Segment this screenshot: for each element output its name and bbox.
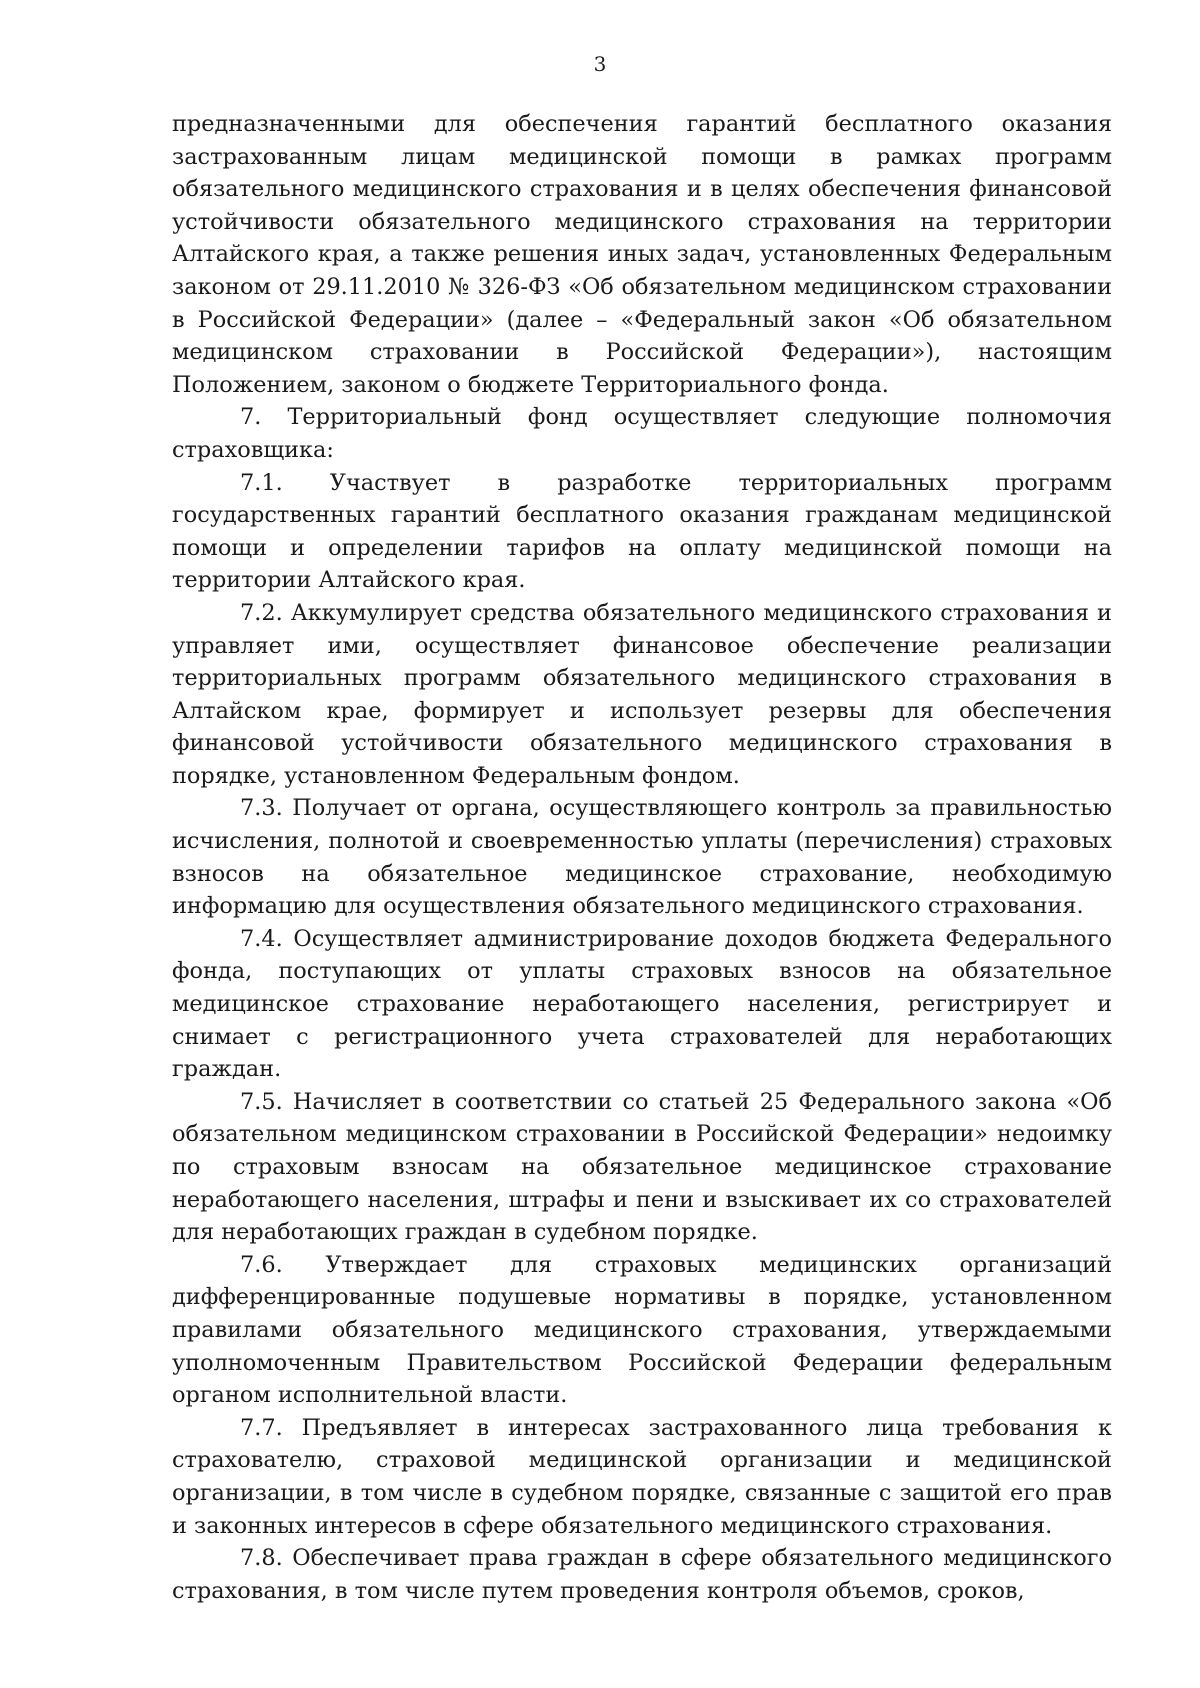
paragraph-clause-7-3: 7.3. Получает от органа, осуществляющего контроль за правильностью исчисления, полнотой и своевременностью уплаты (перечисления) страховых взносов на обязательное медицинское страхование, необходимую информацию для осуществления обязательного медицинского страхования. (172, 795, 1112, 920)
paragraph-clause-7-2: 7.2. Аккумулирует средства обязательного медицинского страхования и управляет ими, осуществляет финансовое обеспечение реализации территориальных программ обязательного медицинского страхования в Алтайском крае, формирует и использует резервы для обеспечения финансовой устойчивости обязательного медицинского страхования в порядке, установленном Федеральным фондом. (172, 599, 1112, 789)
paragraph-clause-7-1: 7.1. Участвует в разработке территориальных программ государственных гарантий бесплатного оказания гражданам медицинской помощи и определении тарифов на оплату медицинской помощи на территории Алтайского края. (172, 469, 1112, 594)
paragraph-clause-7-8: 7.8. Обеспечивает права граждан в сфере обязательного медицинского страхования, в том числе путем проведения контроля объемов, сроков, (172, 1545, 1112, 1604)
document-body (172, 108, 1112, 1607)
paragraph-clause-7-7: 7.7. Предъявляет в интересах застрахованного лица требования к страхователю, страховой медицинской организации и медицинской организации, в том числе в судебном порядке, связанные с защитой его прав и законных интересов в сфере обязательного медицинского страхования. (172, 1414, 1112, 1539)
page-number: 3 (593, 52, 607, 76)
paragraph-clause-7-4: 7.4. Осуществляет администрирование доходов бюджета Федерального фонда, поступающих от уплаты страховых взносов на обязательное медицинское страхование неработающего населения, регистрирует и снимает с регистрационного учета страхователей для неработающих граждан. (172, 925, 1112, 1083)
paragraph-clause-7-6: 7.6. Утверждает для страховых медицинских организаций дифференцированные подушевые нормативы в порядке, установленном правилами обязательного медицинского страхования, утверждаемыми уполномоченным Правительством Российской Федерации федеральным органом исполнительной власти. (172, 1251, 1112, 1409)
paragraph-continuation: предназначенными для обеспечения гарантий бесплатного оказания застрахованным лицам медицинской помощи в рамках программ обязательного медицинского страхования и в целях обеспечения финансовой устойчивости обязательного медицинского страхования на территории Алтайского края, а также решения иных задач, установленных Федеральным законом от 29.11.2010 № 326-ФЗ «Об обязательном медицинском страховании в Российской Федерации» (далее – «Федеральный закон «Об обязательном медицинском страховании в Российской Федерации»), настоящим Положением, законом о бюджете Территориального фонда. (172, 111, 1112, 398)
paragraph-clause-7-5: 7.5. Начисляет в соответствии со статьей 25 Федерального закона «Об обязательном медицинском страховании в Российской Федерации» недоимку по страховым взносам на обязательное медицинское страхование неработающего населения, штрафы и пени и взыскивает их со страхователей для неработающих граждан в судебном порядке. (172, 1088, 1112, 1246)
paragraph-clause-7: 7. Территориальный фонд осуществляет следующие полномочия страховщика: (172, 404, 1112, 463)
